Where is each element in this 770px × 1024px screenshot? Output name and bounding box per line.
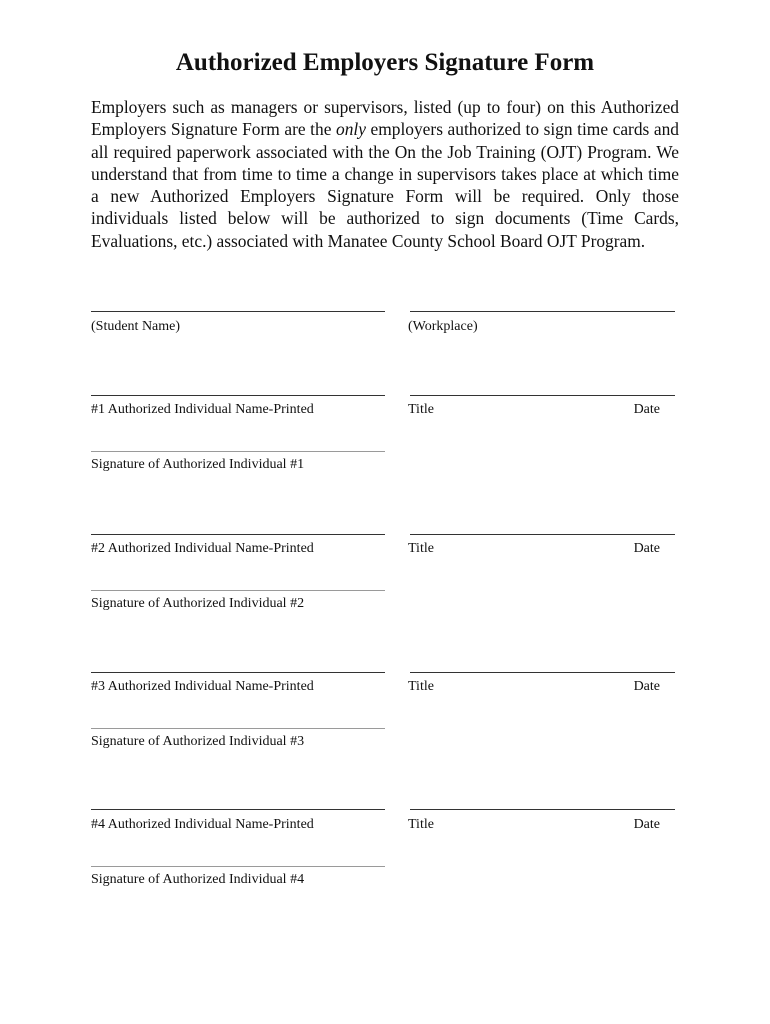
individual-1-title-label: Title [408, 402, 434, 417]
individual-3-title-date-field[interactable] [410, 672, 675, 673]
individual-1-name-label: #1 Authorized Individual Name-Printed [91, 402, 314, 417]
intro-text-end: employers authorized to sign time cards and all required paperwork associated with the On the Job Training (OJT) Program. We understand that from time to time a change in supervisors takes place at which time a new Authorized Employers Signature Form will be required. Only those individuals listed below will be authorized to sign documents (Time Cards, Evaluations, etc.) associated with Manatee County School Board OJT Program. [91, 119, 679, 251]
individual-2-title-date-field[interactable] [410, 534, 675, 535]
individual-2-name-label: #2 Authorized Individual Name-Printed [91, 541, 314, 556]
individual-2-signature-field[interactable] [91, 590, 385, 591]
individual-3-name-label: #3 Authorized Individual Name-Printed [91, 679, 314, 694]
individual-4-name-field[interactable] [91, 809, 385, 810]
individual-2-signature-label: Signature of Authorized Individual #2 [91, 596, 305, 611]
individual-2-name-field[interactable] [91, 534, 385, 535]
individual-1-signature-field[interactable] [91, 451, 385, 452]
student-name-label: (Student Name) [91, 319, 181, 334]
individual-3-signature-label: Signature of Authorized Individual #3 [91, 734, 305, 749]
individual-4-title-date-field[interactable] [410, 809, 675, 810]
individual-4-signature-field[interactable] [91, 866, 385, 867]
workplace-label: (Workplace) [408, 319, 478, 334]
workplace-field[interactable] [410, 311, 675, 312]
individual-1-title-date-field[interactable] [410, 395, 675, 396]
intro-paragraph [91, 96, 679, 252]
intro-emphasis: only [336, 119, 366, 140]
individual-1-date-label: Date [633, 402, 660, 417]
individual-3-date-label: Date [633, 679, 660, 694]
individual-4-date-label: Date [633, 817, 660, 832]
student-name-field[interactable] [91, 311, 385, 312]
individual-4-signature-label: Signature of Authorized Individual #4 [91, 872, 305, 887]
individual-4-name-label: #4 Authorized Individual Name-Printed [91, 817, 314, 832]
individual-3-name-field[interactable] [91, 672, 385, 673]
individual-1-signature-label: Signature of Authorized Individual #1 [91, 457, 305, 472]
intro-text-start: Employers such as managers or supervisors, listed (up to four) on this Authorized Employers Signature Form are the [91, 97, 679, 140]
form-title: Authorized Employers Signature Form [175, 49, 595, 76]
individual-1-name-field[interactable] [91, 395, 385, 396]
individual-2-date-label: Date [633, 541, 660, 556]
individual-3-title-label: Title [408, 679, 434, 694]
individual-3-signature-field[interactable] [91, 728, 385, 729]
individual-2-title-label: Title [408, 541, 434, 556]
individual-4-title-label: Title [408, 817, 434, 832]
